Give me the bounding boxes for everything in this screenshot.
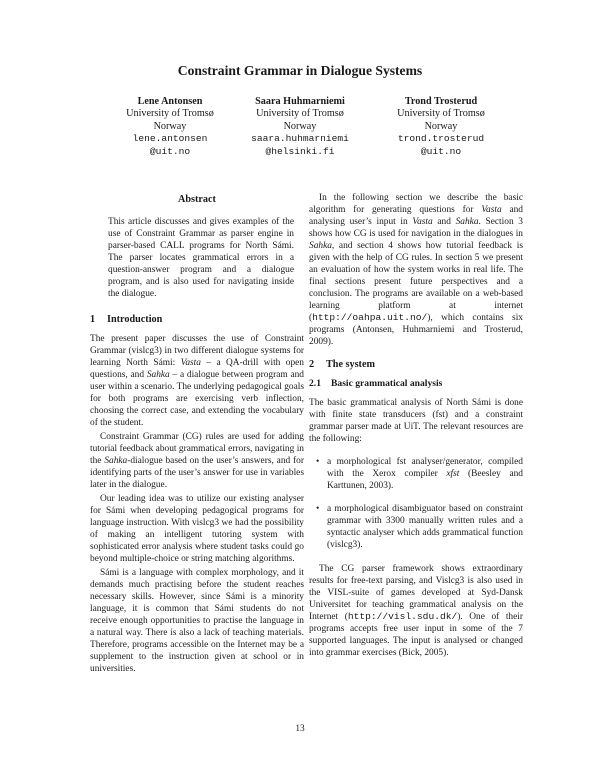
paragraph: Sámi is a language with complex morphology, and it demands much practising before the student reaches necessary skills. However, since Sámi is a minority language, it is common that Sámi students do not receive enough opportunities to practise the language in a natural way. There is also a lack of teaching materials. Therefore, programs accessible on the Internet may be a supplement to the instruction given at school or in universities. xyxy=(90,568,304,674)
author-email: trond.trosterud xyxy=(397,133,485,145)
author-name: Lene Antonsen xyxy=(137,96,203,107)
author-email: lene.antonsen xyxy=(132,133,208,145)
subsection-number: 2.1 xyxy=(309,378,321,389)
bullet-icon: • xyxy=(316,504,320,514)
section-title: The system xyxy=(326,359,375,370)
author-country: Norway xyxy=(153,120,187,132)
paragraph: The basic grammatical analysis of North Sámi is done with finite state transducers (fst) and a constraint grammar parser made at UiT. The relevant resources are the following: xyxy=(309,398,523,444)
list-item: • a morphological disambiguator based on constraint grammar with 3300 manually written rules and a syntactic analyser which adds grammatical function (vislcg3). xyxy=(316,504,523,550)
paragraph: In the following section we describe the basic algorithm for generating questions for Vasta and analysing user’s input in Vasta and Sahka. Section 3 shows how CG is used for navigation in the dialogues in Sahka, and section 4 shows how tutorial feedback is given with the help of CG rules. In section 5 we present an evaluation of how the system works in real life. The final sections present future perspectives and a conclusion. The programs are available on a web-based learning platform at internet (http://oahpa.uit.no/), which contains six programs (Antonsen, Huhmarniemi and Trosterud, 2009). xyxy=(309,193,523,347)
right-column xyxy=(309,192,523,661)
section-title: Introduction xyxy=(107,314,163,325)
author-country: Norway xyxy=(424,120,458,132)
section-heading-system xyxy=(309,359,523,371)
author-email: saara.huhmarniemi xyxy=(251,133,349,145)
left-column xyxy=(90,194,304,677)
bullet-icon: • xyxy=(316,457,320,467)
author-country: Norway xyxy=(283,120,317,132)
url-link[interactable]: http://oahpa.uit.no/ xyxy=(312,312,428,323)
subsection-heading xyxy=(309,378,523,390)
subsection-title: Basic grammatical analysis xyxy=(331,378,443,389)
paper-title: Constraint Grammar in Dialogue Systems xyxy=(177,63,423,78)
author-name: Saara Huhmarniemi xyxy=(255,96,345,107)
paragraph: The present paper discusses the use of Constraint Grammar (vislcg3) in two different dialogue systems for learning North Sámi: Vasta – a QA-drill with open questions, and Sahka – a dialogue between program and user within a scenario. The underlying pedagogical goals for both programs are exercising verb inflection, choosing the correct case, and extending the vocabulary of the student. xyxy=(90,334,304,428)
author-block xyxy=(230,96,370,158)
section-number: 2 xyxy=(309,359,315,370)
author-affiliation: University of Tromsø xyxy=(126,108,214,120)
author-email-domain: @helsinki.fi xyxy=(265,145,335,157)
paragraph: The CG parser framework shows extraordinary results for free-text parsing, and Vislcg3 is also used in the VISL-suite of games developed at Syd-Dansk Universitet for teaching grammatical analysis on the Internet (http://visl.sdu.dk/). One of their programs accepts free user input in some of the 7 supported languages. The input is analysed or changed into grammar exercises (Bick, 2005). xyxy=(309,564,523,658)
author-affiliation: University of Tromsø xyxy=(256,108,344,120)
author-email-domain: @uit.no xyxy=(149,145,191,157)
author-block xyxy=(371,96,511,158)
paragraph: Constraint Grammar (CG) rules are used for adding tutorial feedback about grammatical errors, navigating in the Sahka-dialogue based on the user’s answers, and for identifying parts of the user’s answer for use in variables later in the dialogue. xyxy=(90,432,304,490)
author-block xyxy=(100,96,240,158)
abstract-text: This article discusses and gives examples of the use of Constraint Grammar as parser engine in parser-based CALL programs for North Sámi. The parser locates grammatical errors in a question-answer program and a dialogue program, and is also used for navigating inside the dialogue. xyxy=(108,217,294,299)
author-name: Trond Trosterud xyxy=(404,96,478,107)
section-heading-introduction xyxy=(90,314,304,326)
page-number: 13 xyxy=(295,724,305,734)
paragraph: Our leading idea was to utilize our existing analyser for Sámi when developing pedagogical programs for language instruction. With vislcg3 we had the possibility of making an intelligent tutoring system with sophisticated error analysis where student tasks could go beyond multiple-choice or string matching algorithms. xyxy=(90,494,304,564)
author-email-domain: @uit.no xyxy=(420,145,462,157)
author-affiliation: University of Tromsø xyxy=(397,108,485,120)
abstract-heading: Abstract xyxy=(178,194,216,205)
url-link[interactable]: http://visl.sdu.dk/ xyxy=(347,611,458,622)
section-number: 1 xyxy=(90,314,96,325)
list-item: • a morphological fst analyser/generator, compiled with the Xerox compiler xfst (Beesley and Karttunen, 2003). xyxy=(316,457,523,491)
bullet-list xyxy=(309,456,523,551)
